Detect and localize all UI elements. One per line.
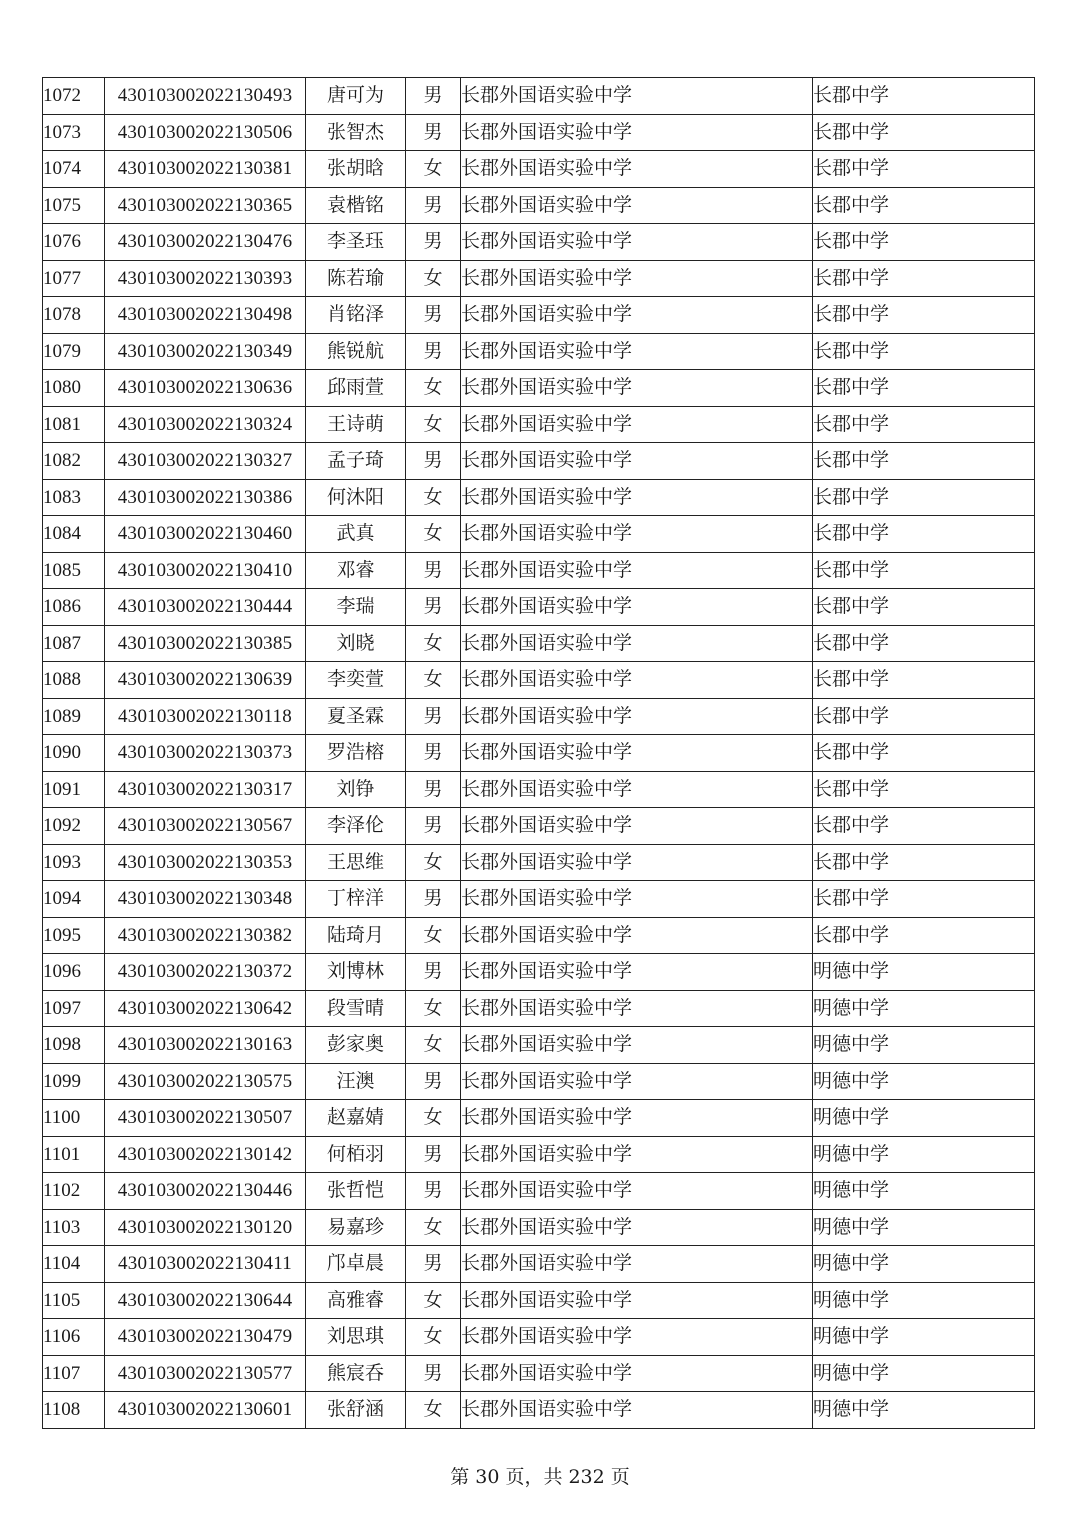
- graduating-school-cell: 长郡外国语实验中学: [461, 808, 813, 845]
- student-name-cell: 邓睿: [306, 552, 406, 589]
- exam-id-cell: 430103002022130506: [105, 114, 306, 151]
- admitted-school-cell: 长郡中学: [813, 808, 1035, 845]
- graduating-school-cell: 长郡外国语实验中学: [461, 479, 813, 516]
- admitted-school-cell: 长郡中学: [813, 698, 1035, 735]
- row-number-cell: 1097: [43, 990, 105, 1027]
- graduating-school-cell: 长郡外国语实验中学: [461, 1392, 813, 1429]
- admitted-school-cell: 长郡中学: [813, 917, 1035, 954]
- admitted-school-cell: 明德中学: [813, 1027, 1035, 1064]
- admitted-school-cell: 明德中学: [813, 1063, 1035, 1100]
- table-row: [43, 406, 1035, 443]
- gender-cell: 男: [406, 1355, 461, 1392]
- student-name-cell: 陈若瑜: [306, 260, 406, 297]
- student-name-cell: 孟子琦: [306, 443, 406, 480]
- graduating-school-cell: 长郡外国语实验中学: [461, 260, 813, 297]
- row-number-cell: 1085: [43, 552, 105, 589]
- exam-id-cell: 430103002022130142: [105, 1136, 306, 1173]
- gender-cell: 女: [406, 406, 461, 443]
- row-number-cell: 1086: [43, 589, 105, 626]
- table-row: [43, 1355, 1035, 1392]
- exam-id-cell: 430103002022130577: [105, 1355, 306, 1392]
- admitted-school-cell: 明德中学: [813, 1173, 1035, 1210]
- table-row: [43, 552, 1035, 589]
- row-number-cell: 1078: [43, 297, 105, 334]
- student-name-cell: 刘晓: [306, 625, 406, 662]
- graduating-school-cell: 长郡外国语实验中学: [461, 662, 813, 699]
- row-number-cell: 1096: [43, 954, 105, 991]
- exam-id-cell: 430103002022130476: [105, 224, 306, 261]
- graduating-school-cell: 长郡外国语实验中学: [461, 443, 813, 480]
- student-name-cell: 高雅睿: [306, 1282, 406, 1319]
- table-row: [43, 224, 1035, 261]
- table-row: [43, 1136, 1035, 1173]
- graduating-school-cell: 长郡外国语实验中学: [461, 1100, 813, 1137]
- table-row: [43, 589, 1035, 626]
- table-row: [43, 370, 1035, 407]
- graduating-school-cell: 长郡外国语实验中学: [461, 1246, 813, 1283]
- gender-cell: 男: [406, 78, 461, 115]
- exam-id-cell: 430103002022130507: [105, 1100, 306, 1137]
- graduating-school-cell: 长郡外国语实验中学: [461, 1136, 813, 1173]
- row-number-cell: 1091: [43, 771, 105, 808]
- student-name-cell: 罗浩榕: [306, 735, 406, 772]
- exam-id-cell: 430103002022130327: [105, 443, 306, 480]
- page-footer: [0, 1462, 1080, 1489]
- exam-id-cell: 430103002022130567: [105, 808, 306, 845]
- graduating-school-cell: 长郡外国语实验中学: [461, 954, 813, 991]
- graduating-school-cell: 长郡外国语实验中学: [461, 552, 813, 589]
- row-number-cell: 1102: [43, 1173, 105, 1210]
- row-number-cell: 1089: [43, 698, 105, 735]
- admitted-school-cell: 长郡中学: [813, 662, 1035, 699]
- admitted-school-cell: 明德中学: [813, 954, 1035, 991]
- student-name-cell: 段雪晴: [306, 990, 406, 1027]
- student-name-cell: 夏圣霖: [306, 698, 406, 735]
- table-row: [43, 1027, 1035, 1064]
- graduating-school-cell: 长郡外国语实验中学: [461, 224, 813, 261]
- table-row: [43, 443, 1035, 480]
- table-body: [43, 78, 1035, 1429]
- row-number-cell: 1082: [43, 443, 105, 480]
- admitted-school-cell: 长郡中学: [813, 771, 1035, 808]
- graduating-school-cell: 长郡外国语实验中学: [461, 771, 813, 808]
- gender-cell: 女: [406, 151, 461, 188]
- admitted-school-cell: 长郡中学: [813, 297, 1035, 334]
- table-row: [43, 114, 1035, 151]
- table-row: [43, 1282, 1035, 1319]
- exam-id-cell: 430103002022130353: [105, 844, 306, 881]
- admitted-school-cell: 长郡中学: [813, 735, 1035, 772]
- admitted-school-cell: 长郡中学: [813, 443, 1035, 480]
- table-row: [43, 260, 1035, 297]
- row-number-cell: 1087: [43, 625, 105, 662]
- exam-id-cell: 430103002022130385: [105, 625, 306, 662]
- gender-cell: 男: [406, 1136, 461, 1173]
- graduating-school-cell: 长郡外国语实验中学: [461, 1173, 813, 1210]
- exam-id-cell: 430103002022130324: [105, 406, 306, 443]
- footer-prefix: 第: [450, 1466, 470, 1488]
- admitted-school-cell: 长郡中学: [813, 224, 1035, 261]
- exam-id-cell: 430103002022130393: [105, 260, 306, 297]
- admitted-school-cell: 明德中学: [813, 1319, 1035, 1356]
- student-name-cell: 张哲恺: [306, 1173, 406, 1210]
- admitted-school-cell: 明德中学: [813, 990, 1035, 1027]
- exam-id-cell: 430103002022130575: [105, 1063, 306, 1100]
- row-number-cell: 1075: [43, 187, 105, 224]
- row-number-cell: 1103: [43, 1209, 105, 1246]
- exam-id-cell: 430103002022130479: [105, 1319, 306, 1356]
- gender-cell: 男: [406, 187, 461, 224]
- gender-cell: 女: [406, 1282, 461, 1319]
- gender-cell: 男: [406, 881, 461, 918]
- gender-cell: 女: [406, 370, 461, 407]
- row-number-cell: 1088: [43, 662, 105, 699]
- graduating-school-cell: 长郡外国语实验中学: [461, 1355, 813, 1392]
- table-row: [43, 333, 1035, 370]
- table-row: [43, 1319, 1035, 1356]
- exam-id-cell: 430103002022130118: [105, 698, 306, 735]
- admitted-school-cell: 长郡中学: [813, 844, 1035, 881]
- table-row: [43, 990, 1035, 1027]
- student-name-cell: 邱雨萱: [306, 370, 406, 407]
- exam-id-cell: 430103002022130411: [105, 1246, 306, 1283]
- graduating-school-cell: 长郡外国语实验中学: [461, 406, 813, 443]
- admitted-school-cell: 长郡中学: [813, 625, 1035, 662]
- gender-cell: 男: [406, 443, 461, 480]
- student-name-cell: 丁梓洋: [306, 881, 406, 918]
- table-row: [43, 625, 1035, 662]
- graduating-school-cell: 长郡外国语实验中学: [461, 1319, 813, 1356]
- student-name-cell: 武真: [306, 516, 406, 553]
- table-row: [43, 297, 1035, 334]
- student-name-cell: 唐可为: [306, 78, 406, 115]
- row-number-cell: 1094: [43, 881, 105, 918]
- gender-cell: 女: [406, 516, 461, 553]
- gender-cell: 男: [406, 808, 461, 845]
- table-row: [43, 954, 1035, 991]
- admitted-school-cell: 长郡中学: [813, 151, 1035, 188]
- gender-cell: 女: [406, 917, 461, 954]
- graduating-school-cell: 长郡外国语实验中学: [461, 917, 813, 954]
- row-number-cell: 1093: [43, 844, 105, 881]
- row-number-cell: 1100: [43, 1100, 105, 1137]
- row-number-cell: 1104: [43, 1246, 105, 1283]
- admitted-school-cell: 长郡中学: [813, 260, 1035, 297]
- row-number-cell: 1092: [43, 808, 105, 845]
- graduating-school-cell: 长郡外国语实验中学: [461, 844, 813, 881]
- exam-id-cell: 430103002022130444: [105, 589, 306, 626]
- student-name-cell: 张智杰: [306, 114, 406, 151]
- row-number-cell: 1108: [43, 1392, 105, 1429]
- graduating-school-cell: 长郡外国语实验中学: [461, 1282, 813, 1319]
- table-row: [43, 516, 1035, 553]
- footer-page-unit: 页，共: [505, 1466, 563, 1488]
- table-row: [43, 151, 1035, 188]
- graduating-school-cell: 长郡外国语实验中学: [461, 114, 813, 151]
- gender-cell: 男: [406, 1246, 461, 1283]
- row-number-cell: 1107: [43, 1355, 105, 1392]
- graduating-school-cell: 长郡外国语实验中学: [461, 625, 813, 662]
- exam-id-cell: 430103002022130373: [105, 735, 306, 772]
- exam-id-cell: 430103002022130381: [105, 151, 306, 188]
- student-name-cell: 邝卓晨: [306, 1246, 406, 1283]
- row-number-cell: 1105: [43, 1282, 105, 1319]
- student-name-cell: 易嘉珍: [306, 1209, 406, 1246]
- exam-id-cell: 430103002022130163: [105, 1027, 306, 1064]
- graduating-school-cell: 长郡外国语实验中学: [461, 1027, 813, 1064]
- table-row: [43, 1392, 1035, 1429]
- row-number-cell: 1072: [43, 78, 105, 115]
- exam-id-cell: 430103002022130446: [105, 1173, 306, 1210]
- row-number-cell: 1098: [43, 1027, 105, 1064]
- exam-id-cell: 430103002022130382: [105, 917, 306, 954]
- graduating-school-cell: 长郡外国语实验中学: [461, 78, 813, 115]
- gender-cell: 男: [406, 698, 461, 735]
- student-name-cell: 李圣珏: [306, 224, 406, 261]
- table-row: [43, 1209, 1035, 1246]
- admitted-school-cell: 长郡中学: [813, 516, 1035, 553]
- table-row: [43, 844, 1035, 881]
- gender-cell: 女: [406, 625, 461, 662]
- row-number-cell: 1101: [43, 1136, 105, 1173]
- exam-id-cell: 430103002022130639: [105, 662, 306, 699]
- student-name-cell: 陆琦月: [306, 917, 406, 954]
- student-name-cell: 张舒涵: [306, 1392, 406, 1429]
- row-number-cell: 1084: [43, 516, 105, 553]
- row-number-cell: 1095: [43, 917, 105, 954]
- gender-cell: 男: [406, 1063, 461, 1100]
- table-row: [43, 78, 1035, 115]
- exam-id-cell: 430103002022130460: [105, 516, 306, 553]
- row-number-cell: 1073: [43, 114, 105, 151]
- student-name-cell: 刘铮: [306, 771, 406, 808]
- admitted-school-cell: 明德中学: [813, 1355, 1035, 1392]
- student-name-cell: 李瑞: [306, 589, 406, 626]
- admitted-school-cell: 长郡中学: [813, 114, 1035, 151]
- student-name-cell: 熊宸呑: [306, 1355, 406, 1392]
- student-name-cell: 刘博林: [306, 954, 406, 991]
- student-name-cell: 汪澳: [306, 1063, 406, 1100]
- gender-cell: 女: [406, 662, 461, 699]
- roster-sheet: [42, 77, 1034, 1429]
- exam-id-cell: 430103002022130386: [105, 479, 306, 516]
- row-number-cell: 1090: [43, 735, 105, 772]
- graduating-school-cell: 长郡外国语实验中学: [461, 589, 813, 626]
- gender-cell: 男: [406, 735, 461, 772]
- admitted-school-cell: 明德中学: [813, 1282, 1035, 1319]
- student-name-cell: 刘思琪: [306, 1319, 406, 1356]
- gender-cell: 男: [406, 1173, 461, 1210]
- gender-cell: 男: [406, 114, 461, 151]
- gender-cell: 女: [406, 260, 461, 297]
- graduating-school-cell: 长郡外国语实验中学: [461, 370, 813, 407]
- graduating-school-cell: 长郡外国语实验中学: [461, 297, 813, 334]
- table-row: [43, 662, 1035, 699]
- exam-id-cell: 430103002022130365: [105, 187, 306, 224]
- admitted-school-cell: 明德中学: [813, 1392, 1035, 1429]
- gender-cell: 女: [406, 1100, 461, 1137]
- student-name-cell: 李泽伦: [306, 808, 406, 845]
- gender-cell: 女: [406, 1319, 461, 1356]
- footer-page-number: 30: [475, 1466, 500, 1488]
- gender-cell: 男: [406, 333, 461, 370]
- gender-cell: 男: [406, 954, 461, 991]
- exam-id-cell: 430103002022130349: [105, 333, 306, 370]
- footer-total-unit: 页: [610, 1466, 630, 1488]
- exam-id-cell: 430103002022130372: [105, 954, 306, 991]
- graduating-school-cell: 长郡外国语实验中学: [461, 990, 813, 1027]
- gender-cell: 男: [406, 224, 461, 261]
- gender-cell: 男: [406, 297, 461, 334]
- row-number-cell: 1079: [43, 333, 105, 370]
- gender-cell: 女: [406, 844, 461, 881]
- student-name-cell: 何栢羽: [306, 1136, 406, 1173]
- table-row: [43, 771, 1035, 808]
- admitted-school-cell: 长郡中学: [813, 589, 1035, 626]
- exam-id-cell: 430103002022130348: [105, 881, 306, 918]
- row-number-cell: 1083: [43, 479, 105, 516]
- admitted-school-cell: 明德中学: [813, 1136, 1035, 1173]
- table-row: [43, 917, 1035, 954]
- table-row: [43, 1100, 1035, 1137]
- admitted-school-cell: 长郡中学: [813, 881, 1035, 918]
- exam-id-cell: 430103002022130601: [105, 1392, 306, 1429]
- row-number-cell: 1081: [43, 406, 105, 443]
- student-name-cell: 何沐阳: [306, 479, 406, 516]
- exam-id-cell: 430103002022130498: [105, 297, 306, 334]
- student-name-cell: 熊锐航: [306, 333, 406, 370]
- student-name-cell: 王思维: [306, 844, 406, 881]
- admitted-school-cell: 长郡中学: [813, 370, 1035, 407]
- row-number-cell: 1080: [43, 370, 105, 407]
- admitted-school-cell: 明德中学: [813, 1100, 1035, 1137]
- row-number-cell: 1076: [43, 224, 105, 261]
- row-number-cell: 1077: [43, 260, 105, 297]
- admission-table: [42, 77, 1035, 1429]
- gender-cell: 女: [406, 990, 461, 1027]
- student-name-cell: 彭家奥: [306, 1027, 406, 1064]
- admitted-school-cell: 长郡中学: [813, 187, 1035, 224]
- graduating-school-cell: 长郡外国语实验中学: [461, 1063, 813, 1100]
- graduating-school-cell: 长郡外国语实验中学: [461, 1209, 813, 1246]
- student-name-cell: 张胡晗: [306, 151, 406, 188]
- exam-id-cell: 430103002022130410: [105, 552, 306, 589]
- exam-id-cell: 430103002022130120: [105, 1209, 306, 1246]
- gender-cell: 男: [406, 552, 461, 589]
- table-row: [43, 698, 1035, 735]
- gender-cell: 女: [406, 1027, 461, 1064]
- row-number-cell: 1099: [43, 1063, 105, 1100]
- table-row: [43, 479, 1035, 516]
- gender-cell: 女: [406, 1392, 461, 1429]
- exam-id-cell: 430103002022130493: [105, 78, 306, 115]
- row-number-cell: 1074: [43, 151, 105, 188]
- table-row: [43, 881, 1035, 918]
- exam-id-cell: 430103002022130317: [105, 771, 306, 808]
- admitted-school-cell: 长郡中学: [813, 406, 1035, 443]
- admitted-school-cell: 长郡中学: [813, 333, 1035, 370]
- table-row: [43, 1063, 1035, 1100]
- graduating-school-cell: 长郡外国语实验中学: [461, 881, 813, 918]
- admitted-school-cell: 长郡中学: [813, 479, 1035, 516]
- exam-id-cell: 430103002022130644: [105, 1282, 306, 1319]
- student-name-cell: 赵嘉婧: [306, 1100, 406, 1137]
- graduating-school-cell: 长郡外国语实验中学: [461, 151, 813, 188]
- graduating-school-cell: 长郡外国语实验中学: [461, 698, 813, 735]
- admitted-school-cell: 长郡中学: [813, 78, 1035, 115]
- gender-cell: 女: [406, 1209, 461, 1246]
- admitted-school-cell: 长郡中学: [813, 552, 1035, 589]
- table-row: [43, 1246, 1035, 1283]
- table-row: [43, 808, 1035, 845]
- graduating-school-cell: 长郡外国语实验中学: [461, 187, 813, 224]
- gender-cell: 男: [406, 771, 461, 808]
- admitted-school-cell: 明德中学: [813, 1209, 1035, 1246]
- exam-id-cell: 430103002022130636: [105, 370, 306, 407]
- graduating-school-cell: 长郡外国语实验中学: [461, 735, 813, 772]
- row-number-cell: 1106: [43, 1319, 105, 1356]
- table-row: [43, 1173, 1035, 1210]
- footer-total-pages: 232: [568, 1466, 605, 1488]
- gender-cell: 女: [406, 479, 461, 516]
- admitted-school-cell: 明德中学: [813, 1246, 1035, 1283]
- graduating-school-cell: 长郡外国语实验中学: [461, 516, 813, 553]
- table-row: [43, 735, 1035, 772]
- student-name-cell: 袁楷铭: [306, 187, 406, 224]
- student-name-cell: 王诗萌: [306, 406, 406, 443]
- student-name-cell: 肖铭泽: [306, 297, 406, 334]
- gender-cell: 男: [406, 589, 461, 626]
- graduating-school-cell: 长郡外国语实验中学: [461, 333, 813, 370]
- student-name-cell: 李奕萱: [306, 662, 406, 699]
- table-row: [43, 187, 1035, 224]
- exam-id-cell: 430103002022130642: [105, 990, 306, 1027]
